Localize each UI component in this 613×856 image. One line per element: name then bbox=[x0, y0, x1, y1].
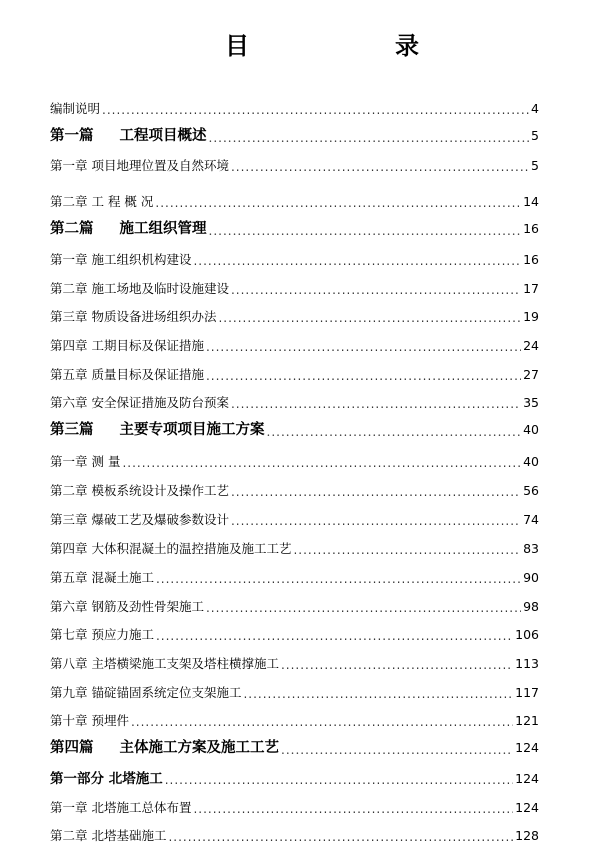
toc-entry-title: 第一章 北塔施工总体布置 bbox=[50, 800, 192, 815]
toc-entry-title: 第九章 锚碇锚固系统定位支架施工 bbox=[50, 685, 242, 700]
toc-page-number: 16 bbox=[523, 221, 539, 236]
toc-page-number: 113 bbox=[515, 656, 539, 671]
toc-entry-subtitle: 主要专项项目施工方案 bbox=[119, 421, 265, 438]
toc-page-number: 98 bbox=[523, 599, 539, 614]
toc-dot-leader bbox=[231, 160, 529, 174]
toc-entry-label bbox=[50, 194, 153, 210]
toc-page-number: 19 bbox=[523, 309, 539, 324]
toc-dot-leader bbox=[209, 224, 522, 238]
toc-entry-label bbox=[50, 158, 229, 174]
toc-entry-title: 第四篇 bbox=[50, 739, 94, 756]
toc-entry-label bbox=[50, 541, 291, 557]
toc-page-number: 17 bbox=[523, 281, 539, 296]
toc-entry-label bbox=[50, 252, 191, 268]
toc-dot-leader bbox=[293, 543, 521, 557]
toc-dot-leader bbox=[165, 773, 513, 787]
toc-page-number: 106 bbox=[515, 627, 539, 642]
toc-entry-label bbox=[50, 101, 100, 117]
toc-page-number: 124 bbox=[515, 800, 539, 815]
toc-page-number: 83 bbox=[523, 541, 539, 556]
toc-page-number: 124 bbox=[515, 740, 539, 755]
toc-section-entry[interactable] bbox=[50, 123, 539, 145]
toc-entry-label bbox=[50, 656, 279, 672]
toc-entry-label bbox=[50, 421, 265, 439]
toc-entry[interactable] bbox=[50, 361, 539, 383]
toc-page-number: 124 bbox=[515, 771, 539, 786]
toc-dot-leader bbox=[231, 397, 521, 411]
toc-entry[interactable] bbox=[50, 535, 539, 557]
toc-entry[interactable] bbox=[50, 303, 539, 325]
toc-entry-title: 第一部分 北塔施工 bbox=[50, 771, 163, 787]
toc-entry-title: 第十章 预埋件 bbox=[50, 713, 129, 728]
toc-entry[interactable] bbox=[50, 707, 539, 729]
toc-entry-title: 第六章 安全保证措施及防台预案 bbox=[50, 395, 229, 410]
toc-entry[interactable] bbox=[50, 188, 539, 210]
toc-entry-label bbox=[50, 570, 154, 586]
toc-dot-leader bbox=[102, 103, 529, 117]
toc-entry-title: 第二章 施工场地及临时设施建设 bbox=[50, 281, 229, 296]
toc-page-number: 14 bbox=[523, 194, 539, 209]
toc-dot-leader bbox=[243, 687, 513, 701]
toc-part-entry[interactable] bbox=[50, 765, 539, 787]
toc-page-number: 56 bbox=[523, 483, 539, 498]
toc-dot-leader bbox=[168, 830, 513, 844]
toc-dot-leader bbox=[267, 425, 522, 439]
toc-entry-title: 第四章 工期目标及保证措施 bbox=[50, 338, 204, 353]
toc-entry-label bbox=[50, 771, 163, 787]
toc-page-number: 117 bbox=[515, 685, 539, 700]
toc-entry-label bbox=[50, 599, 204, 615]
toc-page-number: 128 bbox=[515, 828, 539, 843]
toc-entry-label bbox=[50, 739, 279, 757]
toc-entry-subtitle: 主体施工方案及施工工艺 bbox=[119, 739, 279, 756]
toc-entry-label bbox=[50, 627, 154, 643]
toc-entry[interactable] bbox=[50, 246, 539, 268]
toc-entry-label bbox=[50, 800, 191, 816]
toc-dot-leader bbox=[231, 283, 521, 297]
toc-entry-subtitle: 施工组织管理 bbox=[119, 220, 207, 237]
toc-page-number: 5 bbox=[531, 128, 539, 143]
toc-entry[interactable] bbox=[50, 448, 539, 470]
toc-dot-leader bbox=[131, 715, 513, 729]
toc-entry-title: 第八章 主塔横梁施工支架及塔柱横撑施工 bbox=[50, 656, 279, 671]
toc-entry[interactable] bbox=[50, 593, 539, 615]
toc-entry-label bbox=[50, 483, 229, 499]
toc-entry-subtitle: 工程项目概述 bbox=[119, 127, 207, 144]
toc-entry-title: 第一章 施工组织机构建设 bbox=[50, 252, 192, 267]
toc-page-number: 90 bbox=[523, 570, 539, 585]
toc-entry-label bbox=[50, 338, 204, 354]
toc-entry-label bbox=[50, 127, 207, 145]
toc-entry-title: 第五章 混凝土施工 bbox=[50, 570, 154, 585]
toc-page-number: 40 bbox=[523, 454, 539, 469]
toc-page-number: 24 bbox=[523, 338, 539, 353]
toc-page-number: 40 bbox=[523, 422, 539, 437]
toc-dot-leader bbox=[206, 601, 521, 615]
toc-entry-title: 第二章 北塔基础施工 bbox=[50, 828, 167, 843]
toc-entry[interactable] bbox=[50, 95, 539, 117]
toc-dot-leader bbox=[155, 196, 521, 210]
toc-dot-leader bbox=[231, 514, 521, 528]
toc-entry[interactable] bbox=[50, 389, 539, 411]
toc-entry[interactable] bbox=[50, 152, 539, 174]
toc-entry[interactable] bbox=[50, 564, 539, 586]
toc-entry-title: 第三章 物质设备进场组织办法 bbox=[50, 309, 217, 324]
toc-entry[interactable] bbox=[50, 650, 539, 672]
toc-entry[interactable] bbox=[50, 822, 539, 844]
toc-dot-leader bbox=[231, 485, 521, 499]
toc-page-number: 35 bbox=[523, 395, 539, 410]
toc-entry[interactable] bbox=[50, 679, 539, 701]
toc-section-entry[interactable] bbox=[50, 216, 539, 238]
toc-page-number: 74 bbox=[523, 512, 539, 527]
toc-page-number: 4 bbox=[531, 101, 539, 116]
toc-dot-leader bbox=[122, 456, 521, 470]
toc-entry-label bbox=[50, 309, 216, 325]
toc-entry-label bbox=[50, 685, 241, 701]
toc-entry-label bbox=[50, 512, 229, 528]
toc-entry[interactable] bbox=[50, 621, 539, 643]
toc-entry[interactable] bbox=[50, 477, 539, 499]
toc-entry-label bbox=[50, 454, 120, 470]
toc-entry-label bbox=[50, 828, 166, 844]
toc-entry-title: 第六章 钢筋及劲性骨架施工 bbox=[50, 599, 204, 614]
title-char-1: 目 bbox=[225, 31, 249, 60]
toc-dot-leader bbox=[206, 369, 521, 383]
toc-entry-title: 第七章 预应力施工 bbox=[50, 627, 154, 642]
toc-dot-leader bbox=[156, 572, 521, 586]
toc-entry[interactable] bbox=[50, 275, 539, 297]
toc-page-number: 27 bbox=[523, 367, 539, 382]
title-char-2: 录 bbox=[395, 31, 419, 60]
toc-entry-label bbox=[50, 395, 229, 411]
toc-page-number: 16 bbox=[523, 252, 539, 267]
toc-entry-title: 第四章 大体积混凝土的温控措施及施工工艺 bbox=[50, 541, 292, 556]
toc-entry-title: 第三篇 bbox=[50, 421, 94, 438]
toc-dot-leader bbox=[156, 629, 513, 643]
toc-entry[interactable] bbox=[50, 794, 539, 816]
toc-entry-title: 第一章 测 量 bbox=[50, 454, 121, 469]
toc-dot-leader bbox=[281, 743, 513, 757]
toc-entry-title: 第一章 项目地理位置及自然环境 bbox=[50, 158, 229, 173]
toc-dot-leader bbox=[193, 254, 521, 268]
toc-entry-title: 第二章 模板系统设计及操作工艺 bbox=[50, 483, 229, 498]
toc-entry-title: 第一篇 bbox=[50, 127, 94, 144]
toc-dot-leader bbox=[281, 658, 513, 672]
toc-entry-title: 第五章 质量目标及保证措施 bbox=[50, 367, 204, 382]
toc-dot-leader bbox=[218, 311, 521, 325]
toc-dot-leader bbox=[193, 802, 513, 816]
toc-dot-leader bbox=[209, 131, 530, 145]
toc-dot-leader bbox=[206, 340, 521, 354]
toc-entry-title: 第二篇 bbox=[50, 220, 94, 237]
toc-entry[interactable] bbox=[50, 506, 539, 528]
toc-entry-title: 第三章 爆破工艺及爆破参数设计 bbox=[50, 512, 229, 527]
toc-entry-label bbox=[50, 281, 229, 297]
toc-entry-title: 第二章 工 程 概 况 bbox=[50, 194, 154, 209]
toc-section-entry[interactable] bbox=[50, 417, 539, 439]
toc-section-entry[interactable] bbox=[50, 735, 539, 757]
toc-entry-label bbox=[50, 367, 204, 383]
toc-entry-title: 编制说明 bbox=[50, 101, 101, 116]
toc-page-number: 5 bbox=[531, 158, 539, 173]
toc-entry-label bbox=[50, 220, 207, 238]
toc-entry[interactable] bbox=[50, 332, 539, 354]
toc-page-number: 121 bbox=[515, 713, 539, 728]
toc-entry-label bbox=[50, 713, 129, 729]
